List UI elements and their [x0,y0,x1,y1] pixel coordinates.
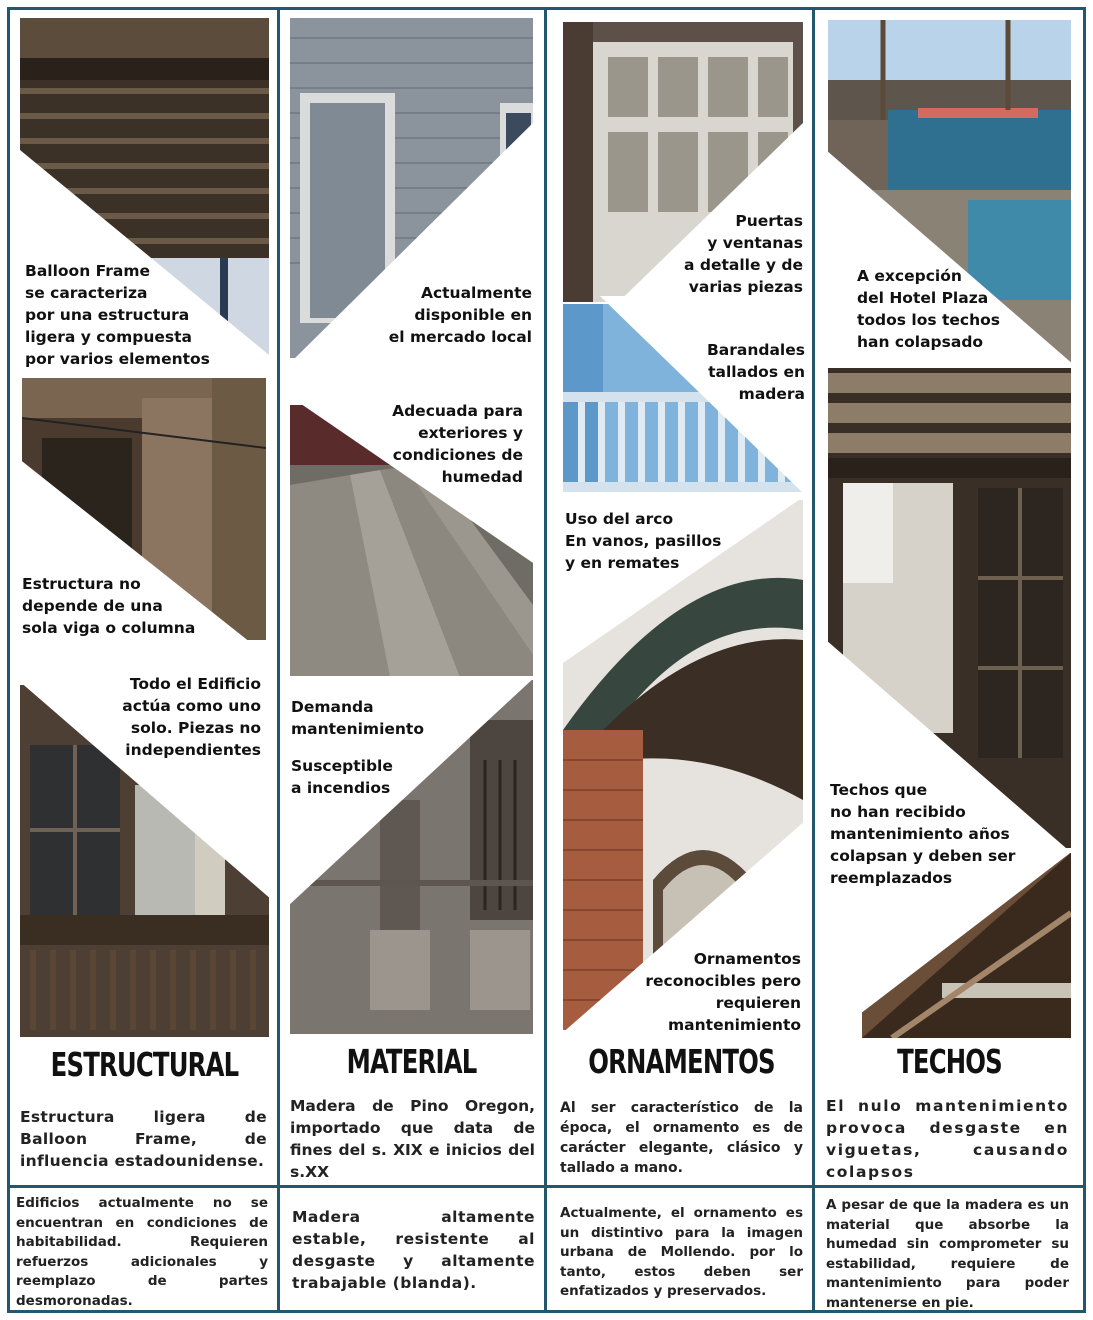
footer-techos: A pesar de que la madera es un material que absorbe la humedad sin comprometer su estabilidad, requiere de mantenimiento para poder mantenerse en pie. [826,1197,1069,1311]
footer-divider [7,1185,1086,1188]
column-divider [812,7,815,1313]
heading-estructural: ESTRUCTURAL [50,1045,239,1084]
column-divider [277,7,280,1313]
note-ornaments-maintenance: Ornamentos reconocibles pero requieren mantenimiento [645,950,801,1034]
note-balloon-frame: Balloon Frame se caracteriza por una estructura ligera y compuesta por varios elementos [25,262,210,368]
heading-techos: TECHOS [897,1042,1002,1081]
heading-ornamentos: ORNAMENTOS [588,1042,775,1081]
description-ornamentos: Al ser característico de la época, el ornamento es de carácter elegante, clásico y tallado a mano. [560,1100,803,1176]
note-doors-windows: Puertas y ventanas a detalle y de varias piezas [684,212,803,296]
note-hotel-plaza: A excepción del Hotel Plaza todos los techos han colapsado [857,267,1001,351]
note-no-single-beam: Estructura no depende de una sola viga o columna [22,575,196,637]
note-exterior-humidity: Adecuada para exteriores y condiciones de humedad [392,402,523,486]
description-techos: El nulo mantenimiento provoca desgaste en viguetas, causando colapsos [826,1097,1069,1181]
footer-ornamentos: Actualmente, el ornamento es un distintivo para la imagen urbana de Mollendo. por lo tanto, estos deben ser enfatizados y preservados. [560,1205,803,1299]
description-material: Madera de Pino Oregon, importado que data de fines del s. XIX e inicios del s.XX [290,1097,535,1181]
note-fire: Susceptible a incendios [291,757,393,797]
note-balustrades: Barandales tallados en madera [706,341,805,403]
heading-material: MATERIAL [346,1042,477,1081]
description-estructural: Estructura ligera de Balloon Frame, de influencia estadounidense. [20,1108,267,1170]
note-local-market: Actualmente disponible en el mercado local [388,284,532,346]
note-maintenance: Demanda mantenimiento [291,698,424,738]
footer-material: Madera altamente estable, resistente al desgaste y altamente trabajable (blanda). [292,1208,535,1292]
note-arch: Uso del arco En vanos, pasillos y en remates [565,510,722,572]
column-divider [544,7,547,1313]
note-whole-building: Todo el Edificio actúa como uno solo. Piezas no independientes [122,675,261,759]
note-roofs-collapse: Techos que no han recibido mantenimiento años colapsan y deben ser reemplazados [830,781,1016,887]
footer-estructural: Edificios actualmente no se encuentran en condiciones de habitabilidad. Requieren refuerzos adicionales y reemplazo de partes desmoronadas. [16,1195,268,1309]
